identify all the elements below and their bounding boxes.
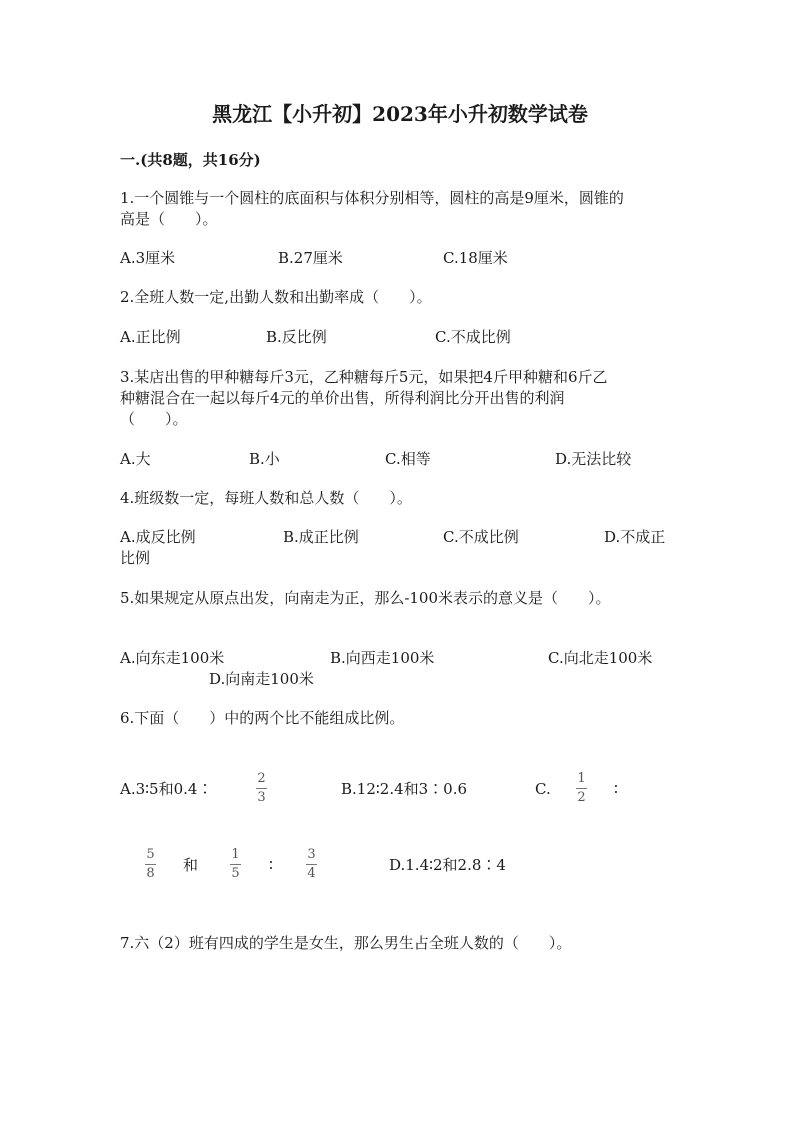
section-heading: 一.(共8题，共16分) — [120, 151, 261, 169]
question-4-option-d: D.不成正 — [604, 528, 666, 546]
question-6-option-c-label: C. — [535, 780, 551, 798]
question-4-line-1: 4.班级数一定，每班人数和总人数（ ）。 — [120, 489, 412, 507]
fraction-denominator: 2 — [577, 790, 586, 805]
question-3-option-b: B.小 — [249, 450, 280, 468]
question-7-line-1: 7.六（2）班有四成的学生是女生，那么男生占全班人数的（ ）。 — [120, 934, 572, 952]
question-1-option-b: B.27厘米 — [278, 249, 343, 267]
question-4-option-a: A.成反比例 — [120, 528, 196, 546]
page-title: 黑龙江【小升初】2023年小升初数学试卷 — [212, 102, 588, 126]
fraction-denominator: 3 — [257, 790, 266, 805]
question-2-option-a: A.正比例 — [120, 328, 181, 346]
question-1-line-2: 高是（ ）。 — [120, 210, 218, 228]
fraction-bar — [306, 864, 317, 865]
ratio-colon: ∶ — [269, 856, 273, 874]
fraction-bar — [576, 788, 587, 789]
question-3-option-c: C.相等 — [385, 450, 431, 468]
fraction-five-eighths — [145, 848, 156, 881]
question-3-line-3: （ ）。 — [120, 410, 188, 428]
question-2-option-c: C.不成比例 — [435, 328, 511, 346]
fraction-one-fifth — [230, 848, 241, 881]
question-5-option-c: C.向北走100米 — [548, 649, 653, 667]
fraction-denominator: 5 — [231, 866, 240, 881]
fraction-numerator: 1 — [231, 847, 240, 862]
question-5-line-1: 5.如果规定从原点出发，向南走为正，那么-100米表示的意义是（ ）。 — [120, 589, 611, 607]
fraction-denominator: 4 — [307, 866, 316, 881]
question-5-option-d: D.向南走100米 — [209, 670, 314, 688]
question-1-line-1: 1.一个圆锥与一个圆柱的底面积与体积分别相等，圆柱的高是9厘米，圆锥的 — [120, 189, 624, 207]
fraction-numerator: 2 — [257, 771, 266, 786]
fraction-two-thirds — [256, 772, 267, 805]
fraction-numerator: 1 — [577, 771, 586, 786]
fraction-three-quarters — [306, 848, 317, 881]
fraction-bar — [145, 864, 156, 865]
question-6-line-1: 6.下面（ ）中的两个比不能组成比例。 — [120, 709, 405, 727]
question-2-line-1: 2.全班人数一定,出勤人数和出勤率成（ ）。 — [120, 288, 432, 306]
fraction-denominator: 8 — [146, 866, 155, 881]
fraction-bar — [230, 864, 241, 865]
conjunction-he: 和 — [183, 856, 199, 874]
fraction-one-half — [576, 772, 587, 805]
question-1-option-c: C.18厘米 — [443, 249, 508, 267]
question-4-option-c: C.不成比例 — [443, 528, 519, 546]
question-6-option-a-text: A.3∶5和0.4∶ — [120, 780, 213, 798]
question-1-option-a: A.3厘米 — [120, 249, 176, 267]
question-5-option-b: B.向西走100米 — [330, 649, 435, 667]
fraction-numerator: 5 — [146, 847, 155, 862]
fraction-numerator: 3 — [307, 847, 316, 862]
question-5-option-a: A.向东走100米 — [120, 649, 225, 667]
question-3-option-d: D.无法比较 — [555, 450, 632, 468]
fraction-bar — [256, 788, 267, 789]
question-2-option-b: B.反比例 — [266, 328, 327, 346]
question-6-option-b: B.12∶2.4和3∶0.6 — [341, 780, 468, 798]
question-4-option-b: B.成正比例 — [283, 528, 359, 546]
question-3-line-2: 种糖混合在一起以每斤4元的单价出售，所得利润比分开出售的利润 — [120, 389, 565, 407]
ratio-colon: ∶ — [614, 780, 618, 798]
question-4-option-d-wrap: 比例 — [120, 549, 151, 567]
question-3-option-a: A.大 — [120, 450, 151, 468]
question-6-option-d: D.1.4∶2和2.8∶4 — [389, 856, 506, 874]
question-3-line-1: 3.某店出售的甲种糖每斤3元，乙种糖每斤5元，如果把4斤甲种糖和6斤乙 — [120, 368, 608, 386]
